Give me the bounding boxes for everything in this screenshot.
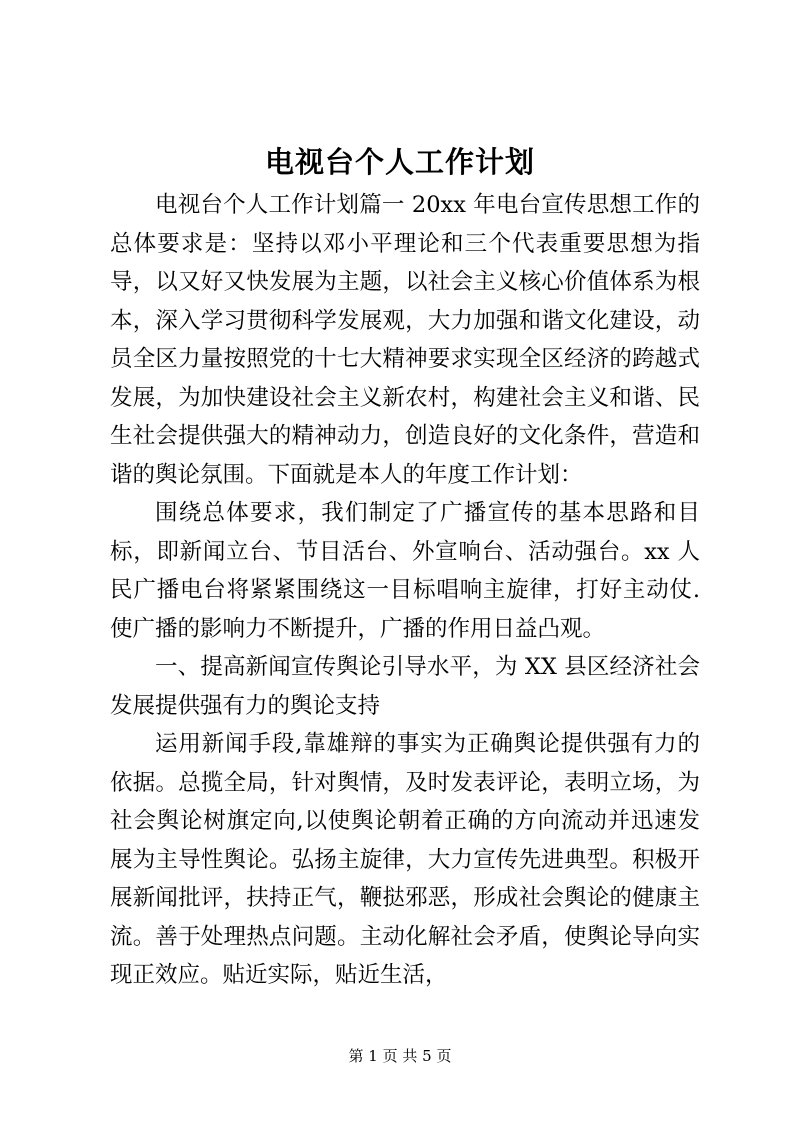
page-footer: 第 1 页 共 5 页	[348, 1047, 452, 1065]
document-title: 电视台个人工作计划	[264, 145, 535, 179]
section-heading-1: 一、提高新闻宣传舆论引导水平，为 XX 县区经济社会发展提供强有力的舆论支持	[110, 654, 700, 719]
paragraph-news-methods: 运用新闻手段,靠雄辩的事实为正确舆论提供强有力的依据。总揽全局，针对舆情，及时发表评论，表明立场，为社会舆论树旗定向,以使舆论朝着正确的方向流动并迅速发展为主导性舆论。弘扬主旋律，大力宣传先进典型。积极开展新闻批评，扶持正气，鞭挞邪恶，形成社会舆论的健康主流。善于处理热点问题。主动化解社会矛盾，使舆论导向实现正效应。贴近实际，贴近生活，	[110, 731, 700, 988]
document-body	[110, 186, 700, 995]
paragraph-intro: 电视台个人工作计划篇一 20xx 年电台宣传思想工作的总体要求是：坚持以邓小平理论和三个代表重要思想为指导，以又好又快发展为主题，以社会主义核心价值体系为根本，深入学习贯彻科学发展观，大力加强和谐文化建设，动员全区力量按照党的十七大精神要求实现全区经济的跨越式发展，为加快建设社会主义新农村，构建社会主义和谐、民生社会提供强大的精神动力，创造良好的文化条件，营造和谐的舆论氛围。下面就是本人的年度工作计划：	[110, 192, 700, 488]
paragraph-goals: 围绕总体要求，我们制定了广播宣传的基本思路和目标，即新闻立台、节目活台、外宣响台、活动强台。xx 人民广播电台将紧紧围绕这一目标唱响主旋律，打好主动仗.使广播的影响力不断提升，广播的作用日益凸观。	[110, 500, 700, 642]
